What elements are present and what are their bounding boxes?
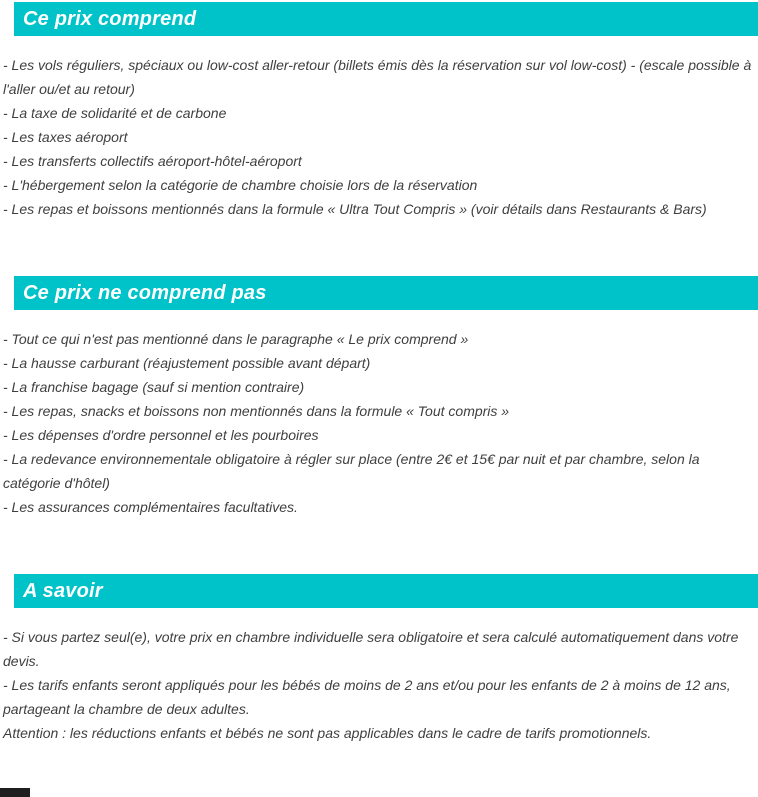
list-item: Attention : les réductions enfants et bébés ne sont pas applicables dans le cadre de tarifs promotionnels. <box>3 725 652 741</box>
list-item: - L'hébergement selon la catégorie de chambre choisie lors de la réservation <box>3 177 478 193</box>
list-item: - La hausse carburant (réajustement possible avant départ) <box>3 355 371 371</box>
section-good-to-know <box>0 574 758 745</box>
section-price-includes <box>0 2 758 221</box>
list-item: - Tout ce qui n'est pas mentionné dans le paragraphe « Le prix comprend » <box>3 331 469 347</box>
list-item: - La redevance environnementale obligatoire à régler sur place (entre 2€ et 15€ par nuit et par chambre, selon la catégorie d'hôtel) <box>3 451 700 491</box>
list-item: - Si vous partez seul(e), votre prix en chambre individuelle sera obligatoire et sera calculé automatiquement dans votre devis. <box>3 629 739 669</box>
bottom-left-fragment <box>0 788 30 797</box>
section-content-price-excludes <box>0 310 758 519</box>
section-title-price-excludes: Ce prix ne comprend pas <box>14 276 758 310</box>
section-price-excludes <box>0 276 758 519</box>
list-item: - Les tarifs enfants seront appliqués pour les bébés de moins de 2 ans et/ou pour les enfants de 2 à moins de 12 ans, partageant la chambre de deux adultes. <box>3 677 731 717</box>
list-item: - La taxe de solidarité et de carbone <box>3 105 227 121</box>
list-item: - Les vols réguliers, spéciaux ou low-cost aller-retour (billets émis dès la réservation sur vol low-cost) - (escale possible à l'aller ou/et au retour) <box>3 57 752 97</box>
list-item: - La franchise bagage (sauf si mention contraire) <box>3 379 305 395</box>
list-item: - Les repas et boissons mentionnés dans la formule « Ultra Tout Compris » (voir détails dans Restaurants & Bars) <box>3 201 707 217</box>
list-item: - Les assurances complémentaires facultatives. <box>3 499 298 515</box>
list-item: - Les transferts collectifs aéroport-hôtel-aéroport <box>3 153 302 169</box>
section-content-good-to-know <box>0 608 758 745</box>
list-item: - Les dépenses d'ordre personnel et les pourboires <box>3 427 319 443</box>
list-item: - Les repas, snacks et boissons non mentionnés dans la formule « Tout compris » <box>3 403 510 419</box>
list-item: - Les taxes aéroport <box>3 129 128 145</box>
section-title-price-includes: Ce prix comprend <box>14 2 758 36</box>
section-title-good-to-know: A savoir <box>14 574 758 608</box>
section-content-price-includes <box>0 36 758 221</box>
